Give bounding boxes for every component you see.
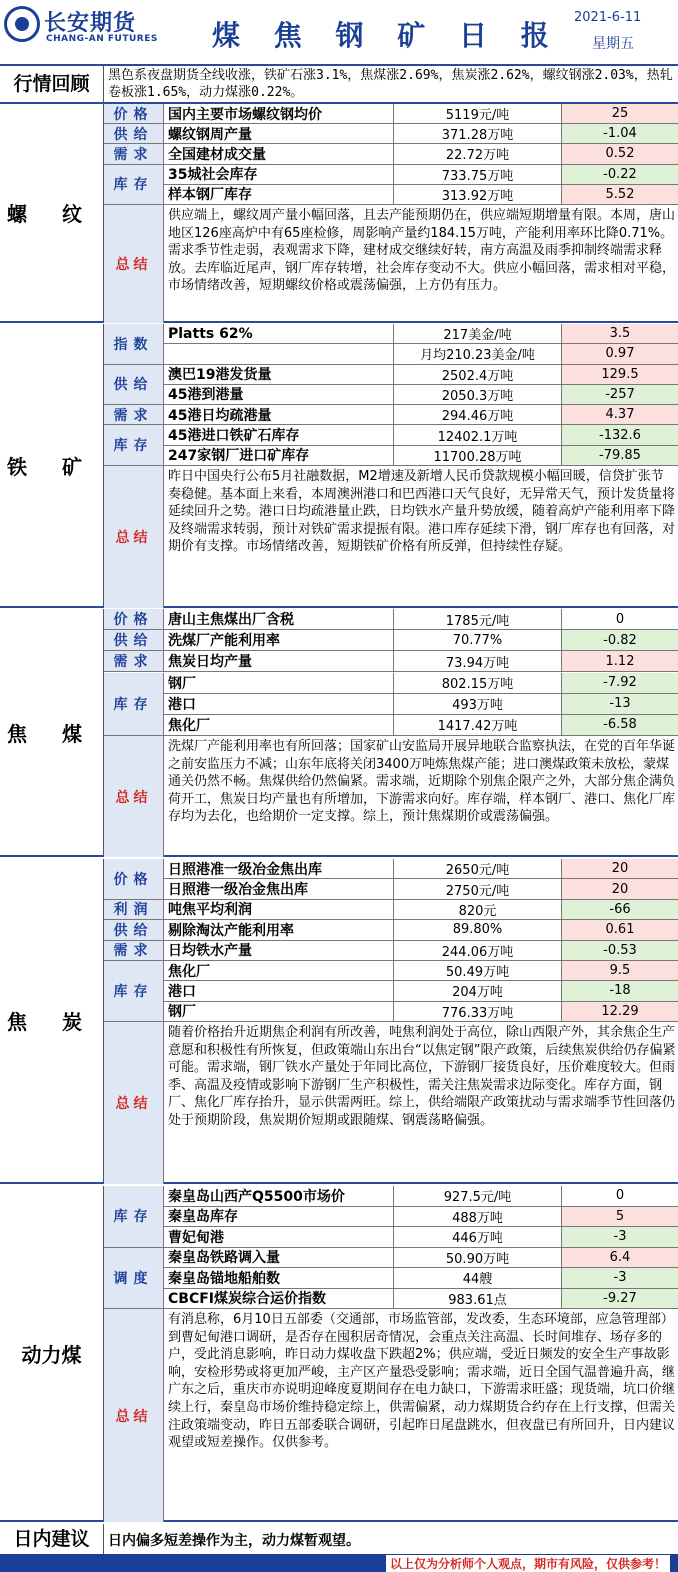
row-item-name: 45港到港量 xyxy=(166,385,394,404)
row-item-name: 焦炭日均产量 xyxy=(166,651,394,671)
row-item-name: 日照港准一级冶金焦出库 xyxy=(166,859,394,878)
row-value: 月均210.23美金/吨 xyxy=(394,344,562,363)
row-change: 0.97 xyxy=(562,344,678,363)
row-value: 5119元/吨 xyxy=(394,104,562,123)
row-value: 493万吨 xyxy=(394,694,562,714)
row-item-name: 唐山主焦煤出厂含税 xyxy=(166,609,394,629)
category-label: 利润 xyxy=(104,900,164,920)
row-change: 5.52 xyxy=(562,185,678,204)
row-value: 2750元/吨 xyxy=(394,879,562,898)
category-label: 价格 xyxy=(104,104,164,124)
report-title: 煤 焦 钢 矿 日 报 xyxy=(212,19,561,52)
data-row xyxy=(104,344,678,364)
category-label: 库存 xyxy=(104,673,164,737)
row-value: 44艘 xyxy=(394,1268,562,1288)
row-item-name: Platts 62% xyxy=(166,324,394,343)
row-value: 11700.28万吨 xyxy=(394,446,562,465)
data-row xyxy=(104,144,678,164)
data-row xyxy=(104,715,678,736)
category-label: 库存 xyxy=(104,1186,164,1248)
row-change: 20 xyxy=(562,879,678,898)
section-iron xyxy=(0,324,678,608)
summary-label: 总结 xyxy=(104,1022,164,1184)
summary-text: 昨日中国央行公布5月社融数据，M2增速及新增人民币贷款规模小幅回暖，信贷扩张节奏稳健。基本面上来看，本周澳洲港口和巴西港口天气良好，无异常天气，预计发货量将延续回升之势。港口日均疏港量止跌，日均铁水产量升势放缓，随着高炉产能利用率下降及终端需求转弱，预计对铁矿需求提振有限。港口库存延续下滑，钢厂库存也有回落，对期价有支撑。市场情绪改善，短期铁矿价格有所反弹，但持续性存疑。 xyxy=(168,469,676,555)
row-value: 294.46万吨 xyxy=(394,405,562,424)
row-item-name: 秦皇岛铁路调入量 xyxy=(166,1248,394,1268)
row-item-name: 秦皇岛库存 xyxy=(166,1207,394,1227)
section-label: 动力煤 xyxy=(0,1186,104,1520)
data-row xyxy=(104,1186,678,1207)
summary-label: 总结 xyxy=(104,736,164,857)
data-row xyxy=(104,365,678,385)
category-label: 价格 xyxy=(104,859,164,900)
data-row xyxy=(104,1002,678,1022)
row-change: -13 xyxy=(562,694,678,714)
row-item-name: CBCFI煤炭综合运价指数 xyxy=(166,1289,394,1309)
market-review-text: 黑色系夜盘期货全线收涨，铁矿石涨3.1%，焦煤涨2.69%，焦炭涨2.62%，螺纹钢涨2.03%，热轧卷板涨1.65%，动力煤涨0.22%。 xyxy=(108,68,673,100)
data-row xyxy=(104,1207,678,1228)
section-thermal-coal xyxy=(0,1186,678,1522)
row-item-name: 螺纹钢周产量 xyxy=(166,124,394,143)
data-row xyxy=(104,673,678,694)
disclaimer-bar xyxy=(0,1554,678,1572)
data-row xyxy=(104,961,678,981)
row-value: 2650元/吨 xyxy=(394,859,562,878)
summary-block xyxy=(104,1022,678,1184)
row-item-name: 秦皇岛山西产Q5500市场价 xyxy=(166,1186,394,1206)
section-coke xyxy=(0,859,678,1184)
row-value: 820元 xyxy=(394,900,562,919)
row-item-name: 钢厂 xyxy=(166,1002,394,1021)
data-row xyxy=(104,900,678,920)
row-change: -3 xyxy=(562,1268,678,1288)
summary-block xyxy=(104,736,678,857)
row-value: 22.72万吨 xyxy=(394,144,562,163)
data-row xyxy=(104,1248,678,1269)
section-label: 铁 矿 xyxy=(0,324,104,606)
data-row xyxy=(104,609,678,630)
row-item-name: 国内主要市场螺纹钢均价 xyxy=(166,104,394,123)
row-value: 802.15万吨 xyxy=(394,673,562,693)
data-row xyxy=(104,324,678,344)
row-value: 2502.4万吨 xyxy=(394,365,562,384)
row-value: 73.94万吨 xyxy=(394,651,562,671)
row-item-name xyxy=(166,344,394,363)
section-label: 焦 煤 xyxy=(0,609,104,855)
data-row xyxy=(104,981,678,1001)
row-item-name: 港口 xyxy=(166,694,394,714)
category-label: 供给 xyxy=(104,630,164,651)
data-row xyxy=(104,694,678,715)
row-change: -3 xyxy=(562,1227,678,1247)
data-row xyxy=(104,651,678,672)
row-change: 20 xyxy=(562,859,678,878)
summary-text: 供应端上，螺纹周产量小幅回落，且去产能预期仍在，供应端短期增量有限。本周，唐山地区126座高炉中有65座检修，周影响产量约184.15万吨，产能利用率环比降0.71%。需求季节性走弱，表观需求下降，建材成交继续好转，南方高温及雨季抑制终端需求释放。去库临近尾声，钢厂库存转增，社会库存变动不大。供应小幅回落，需求相对平稳，市场情绪改善，短期螺纹价格或震荡偏强，上方仍有压力。 xyxy=(168,208,676,294)
summary-label: 总结 xyxy=(104,1309,164,1522)
row-change: -257 xyxy=(562,385,678,404)
row-value: 983.61点 xyxy=(394,1289,562,1309)
row-value: 244.06万吨 xyxy=(394,941,562,960)
section-label: 焦 炭 xyxy=(0,859,104,1182)
row-item-name: 日照港一级冶金焦出库 xyxy=(166,879,394,898)
row-value: 488万吨 xyxy=(394,1207,562,1227)
row-item-name: 秦皇岛锚地船舶数 xyxy=(166,1268,394,1288)
summary-text: 有消息称，6月10日五部委（交通部，市场监管部，发改委，生态环境部，应急管理部）到曹妃甸港口调研，是否存在囤积居奇情况，会重点关注高温、长时间堆存、场存多的户，受此消息影响，昨日动力煤收盘下跌超2%；供应端，受近日频发的安全生产事故影响，安检形势或将更加严峻，主产区产量恐受影响；需求端，近日全国气温普遍升高，继广东之后，重庆市亦说明迎峰度夏期间存在电力缺口，下游需求旺盛；现货端，坑口价继续上行，秦皇岛市场价维持稳定综上，供需偏紧，动力煤期货合约存在上行支撑，但需关注政策端变动，昨日五部委联合调研，引起昨日尾盘跳水，但夜盘已有所回升，日内建议观望或短差操作。仅供参考。 xyxy=(168,1312,676,1451)
row-change: -18 xyxy=(562,981,678,1000)
row-change: 6.4 xyxy=(562,1248,678,1268)
data-row xyxy=(104,859,678,879)
intraday-advice-row xyxy=(0,1524,678,1554)
category-label: 价格 xyxy=(104,609,164,630)
row-change: 1.12 xyxy=(562,651,678,671)
row-value: 12402.1万吨 xyxy=(394,425,562,444)
row-value: 1417.42万吨 xyxy=(394,715,562,735)
report-header xyxy=(0,0,678,66)
row-change: 12.29 xyxy=(562,1002,678,1021)
row-value: 1785元/吨 xyxy=(394,609,562,629)
disclaimer-text: 以上仅为分析师个人观点，期市有风险，仅供参考！ xyxy=(386,1555,670,1572)
data-row xyxy=(104,1227,678,1248)
row-item-name: 焦化厂 xyxy=(166,961,394,980)
category-label: 供给 xyxy=(104,920,164,940)
row-value: 204万吨 xyxy=(394,981,562,1000)
row-value: 89.80% xyxy=(394,920,562,939)
market-review-row xyxy=(0,66,678,104)
row-item-name: 曹妃甸港 xyxy=(166,1227,394,1247)
row-change: 9.5 xyxy=(562,961,678,980)
row-value: 927.5元/吨 xyxy=(394,1186,562,1206)
data-row xyxy=(104,1289,678,1310)
report-weekday: 星期五 xyxy=(592,36,634,52)
row-item-name: 45港进口铁矿石库存 xyxy=(166,425,394,444)
row-change: 25 xyxy=(562,104,678,123)
summary-block xyxy=(104,205,678,323)
row-change: 129.5 xyxy=(562,365,678,384)
row-change: 0 xyxy=(562,609,678,629)
company-name-en: CHANG-AN FUTURES xyxy=(46,34,158,44)
category-label: 供给 xyxy=(104,124,164,144)
row-item-name: 全国建材成交量 xyxy=(166,144,394,163)
category-label: 供给 xyxy=(104,365,164,406)
row-change: -66 xyxy=(562,900,678,919)
data-row xyxy=(104,385,678,405)
section-coking-coal xyxy=(0,609,678,857)
row-item-name: 247家钢厂进口矿库存 xyxy=(166,446,394,465)
row-change: -9.27 xyxy=(562,1289,678,1309)
summary-text: 洗煤厂产能利用率也有所回落；国家矿山安监局开展异地联合监察执法，在党的百年华诞之前安监压力不减；山东年底将关闭3400万吨炼焦煤产能；进口澳煤政策未放松，蒙煤通关仍然不畅。焦煤供给仍然偏紧。需求端，近期除个别焦企限产之外，大部分焦企满负荷开工，焦炭日均产量也有所增加，下游需求向好。库存端，样本钢厂、港口、焦化厂库存均为去化，也给期价一定支撑。综上，预计焦煤期价或震荡偏强。 xyxy=(168,739,676,825)
row-item-name: 45港日均疏港量 xyxy=(166,405,394,424)
row-item-name: 港口 xyxy=(166,981,394,1000)
row-change: -0.53 xyxy=(562,941,678,960)
category-label: 库存 xyxy=(104,165,164,205)
category-label: 指数 xyxy=(104,324,164,365)
category-label: 需求 xyxy=(104,144,164,164)
row-value: 776.33万吨 xyxy=(394,1002,562,1021)
summary-block xyxy=(104,466,678,608)
category-label: 调度 xyxy=(104,1248,164,1310)
row-change: 0.52 xyxy=(562,144,678,163)
row-item-name: 吨焦平均利润 xyxy=(166,900,394,919)
data-row xyxy=(104,1268,678,1289)
category-label: 库存 xyxy=(104,425,164,466)
data-row xyxy=(104,446,678,466)
data-row xyxy=(104,165,678,185)
data-row xyxy=(104,630,678,651)
row-value: 50.49万吨 xyxy=(394,961,562,980)
data-row xyxy=(104,879,678,899)
row-change: -0.82 xyxy=(562,630,678,650)
section-rebar xyxy=(0,104,678,323)
summary-label: 总结 xyxy=(104,205,164,323)
row-change: -79.85 xyxy=(562,446,678,465)
intraday-advice-label: 日内建议 xyxy=(0,1524,104,1554)
data-row xyxy=(104,405,678,425)
row-change: 4.37 xyxy=(562,405,678,424)
summary-block xyxy=(104,1309,678,1522)
data-row xyxy=(104,941,678,961)
category-label: 需求 xyxy=(104,941,164,961)
row-item-name: 样本钢厂库存 xyxy=(166,185,394,204)
row-value: 371.28万吨 xyxy=(394,124,562,143)
row-value: 313.92万吨 xyxy=(394,185,562,204)
summary-text: 随着价格抬升近期焦企利润有所改善，吨焦利润处于高位，除山西限产外，其余焦企生产意愿和积极性有所恢复，但政策端山东出台“以焦定钢”限产政策，后续焦炭供给仍存偏紧可能。需求端，钢厂铁水产量处于年同比高位，下游钢厂接货良好，压价难度较大。但雨季、高温及疫情或影响下游钢厂生产积极性，需关注焦炭需求边际变化。库存方面，钢厂、焦化厂库存抬升，显示供需两旺。综上，供给端限产政策扰动与需求端季节性回落仍处于预期阶段，焦炭期价短期或跟随煤、钢震荡略偏强。 xyxy=(168,1025,676,1128)
row-value: 217美金/吨 xyxy=(394,324,562,343)
row-item-name: 焦化厂 xyxy=(166,715,394,735)
data-row xyxy=(104,185,678,205)
row-change: 3.5 xyxy=(562,324,678,343)
row-change: 0.61 xyxy=(562,920,678,939)
summary-label: 总结 xyxy=(104,466,164,608)
row-change: -1.04 xyxy=(562,124,678,143)
row-change: 0 xyxy=(562,1186,678,1206)
row-value: 2050.3万吨 xyxy=(394,385,562,404)
category-label: 库存 xyxy=(104,961,164,1022)
row-change: -6.58 xyxy=(562,715,678,735)
row-value: 70.77% xyxy=(394,630,562,650)
market-review-label: 行情回顾 xyxy=(0,66,104,104)
data-row xyxy=(104,124,678,144)
data-row xyxy=(104,920,678,940)
row-item-name: 澳巴19港发货量 xyxy=(166,365,394,384)
row-change: -7.92 xyxy=(562,673,678,693)
row-change: -0.22 xyxy=(562,165,678,184)
row-item-name: 日均铁水产量 xyxy=(166,941,394,960)
section-label: 螺 纹 xyxy=(0,104,104,321)
row-item-name: 35城社会库存 xyxy=(166,165,394,184)
row-item-name: 洗煤厂产能利用率 xyxy=(166,630,394,650)
row-value: 50.90万吨 xyxy=(394,1248,562,1268)
category-label: 需求 xyxy=(104,405,164,425)
row-value: 446万吨 xyxy=(394,1227,562,1247)
report-date: 2021-6-11 xyxy=(574,10,642,25)
row-value: 733.75万吨 xyxy=(394,165,562,184)
row-change: -132.6 xyxy=(562,425,678,444)
data-row xyxy=(104,104,678,124)
row-item-name: 剔除淘汰产能利用率 xyxy=(166,920,394,939)
company-logo-icon xyxy=(4,6,40,42)
row-change: 5 xyxy=(562,1207,678,1227)
row-item-name: 钢厂 xyxy=(166,673,394,693)
data-row xyxy=(104,425,678,445)
company-name: 长安期货 xyxy=(44,11,137,36)
intraday-advice-text: 日内偏多短差操作为主，动力煤暂观望。 xyxy=(108,1533,360,1549)
category-label: 需求 xyxy=(104,651,164,672)
